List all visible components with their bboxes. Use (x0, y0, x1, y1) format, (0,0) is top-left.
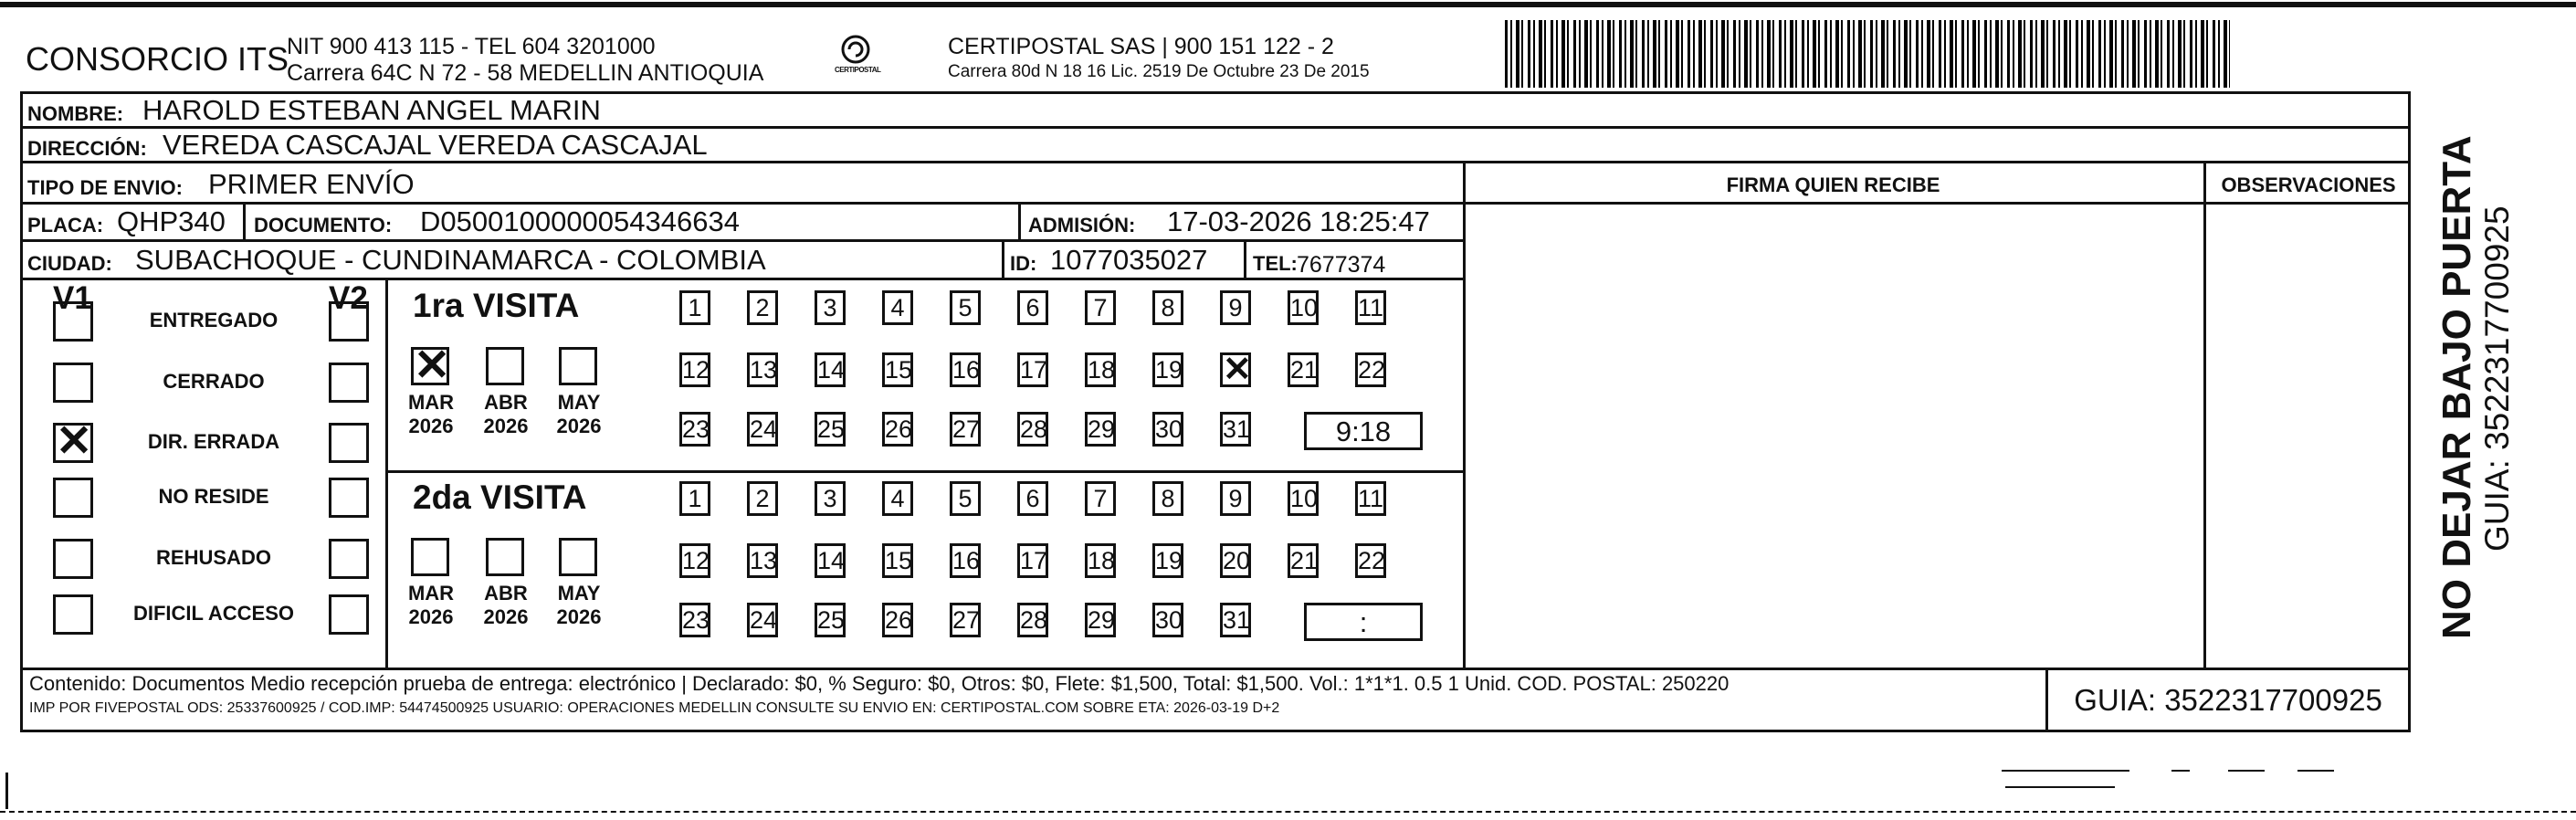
v1-checkbox (53, 594, 93, 635)
day-box: 16 (950, 352, 981, 387)
v2-checkbox (329, 539, 369, 579)
day-box: 14 (815, 543, 846, 578)
barcode (1505, 20, 2230, 88)
day-box: 15 (882, 543, 913, 578)
day-box: 6 (1017, 481, 1048, 516)
year-label: 2026 (556, 415, 602, 437)
visit2-title: 2da VISITA (413, 478, 587, 516)
day-box: 25 (815, 412, 846, 447)
day-box: 28 (1017, 603, 1048, 637)
day-box: 21 (1288, 543, 1319, 578)
day-box: 17 (1017, 543, 1048, 578)
day-box: 2 (747, 290, 778, 325)
ciudad-value: SUBACHOQUE - CUNDINAMARCA - COLOMBIA (135, 244, 766, 276)
day-box: 24 (747, 412, 778, 447)
year-label: 2026 (408, 605, 454, 628)
day-box: 20 (1220, 543, 1251, 578)
day-box: 29 (1085, 412, 1116, 447)
top-rule (0, 2, 2576, 7)
placa-label: PLACA: (27, 214, 104, 237)
day-box: 19 (1152, 352, 1183, 387)
day-box: 5 (950, 481, 981, 516)
license-line: Carrera 80d N 18 16 Lic. 2519 De Octubre 23 De 2015 (948, 62, 1370, 81)
guia-box: GUIA: 3522317700925 (2074, 683, 2382, 717)
admision-label: ADMISIÓN: (1028, 214, 1136, 237)
v1-checkbox (53, 478, 93, 518)
month-label: MAR (407, 582, 455, 604)
day-box: 12 (679, 352, 710, 387)
v2-checkbox (329, 423, 369, 463)
tel-value: 7677374 (1297, 252, 1386, 278)
footer-line (20, 668, 2411, 670)
day-box: 26 (882, 603, 913, 637)
v2-checkbox (329, 363, 369, 403)
observaciones-header: OBSERVACIONES (2221, 173, 2396, 196)
nombre-value: HAROLD ESTEBAN ANGEL MARIN (142, 94, 601, 126)
year-label: 2026 (408, 415, 454, 437)
direccion-value: VEREDA CASCAJAL VEREDA CASCAJAL (163, 129, 708, 161)
company-name: CONSORCIO ITS (26, 40, 289, 78)
v1-checkbox (53, 363, 93, 403)
time-box: 9:18 (1304, 412, 1423, 450)
status-option-label: NO RESIDE (158, 485, 269, 508)
visit-divider (385, 470, 1463, 473)
day-box: 11 (1355, 290, 1386, 325)
contenido-line: Contenido: Documentos Medio recepción prueba de entrega: electrónico | Declarado: $0, % Seguro: $0, Otros: $0, Flete: $1,500, Total: $1,500. Vol.: 1*1*1. 0.5 1 Unid. COD. POSTAL: 250220 (29, 672, 1730, 695)
cell-divider (1018, 202, 1021, 239)
day-box: 19 (1152, 543, 1183, 578)
month-checkbox (486, 347, 524, 385)
day-mark: ✕ (1223, 351, 1252, 389)
day-box: 15 (882, 352, 913, 387)
observaciones-column-left (2203, 161, 2206, 668)
documento-label: DOCUMENTO: (254, 214, 393, 237)
day-box: 1 (679, 290, 710, 325)
nit-line: NIT 900 413 115 - TEL 604 3201000 (287, 34, 656, 59)
direccion-label: DIRECCIÓN: (27, 137, 147, 160)
cut-mark (2005, 786, 2115, 788)
month-checkbox: ✕ (411, 347, 449, 385)
day-box: 17 (1017, 352, 1048, 387)
v1-checkbox (53, 301, 93, 342)
id-value: 1077035027 (1050, 244, 1208, 276)
day-box: 22 (1355, 352, 1386, 387)
day-box: 18 (1085, 352, 1116, 387)
year-label: 2026 (483, 415, 529, 437)
status-option-label: DIR. ERRADA (147, 430, 280, 453)
day-box: 13 (747, 352, 778, 387)
month-label: ABR (484, 391, 528, 414)
day-box: 31 (1220, 412, 1251, 447)
month-checkbox (411, 538, 449, 576)
v1-checkbox (53, 539, 93, 579)
day-box: 30 (1152, 412, 1183, 447)
day-box: 9 (1220, 481, 1251, 516)
month-label: MAR (407, 391, 455, 414)
v1-checkbox: ✕ (53, 423, 93, 463)
day-box: 29 (1085, 603, 1116, 637)
cell-divider (243, 202, 246, 239)
day-box: 8 (1152, 481, 1183, 516)
day-box: 3 (815, 481, 846, 516)
day-box: 12 (679, 543, 710, 578)
month-label: MAY (557, 582, 601, 604)
imp-line: IMP POR FIVEPOSTAL ODS: 25337600925 / COD.IMP: 54474500925 USUARIO: OPERACIONES MEDELLIN CONSULTE SU ENVIO EN: CERTIPOSTAL.COM SOBRE ETA: 2026-03-19 D+2 (29, 700, 1280, 716)
day-box: 8 (1152, 290, 1183, 325)
firma-column-left (1463, 161, 1466, 668)
left-edge-mark (5, 773, 8, 809)
v2-checkbox (329, 301, 369, 342)
day-box: 24 (747, 603, 778, 637)
cell-divider (1244, 239, 1246, 278)
day-box: 7 (1085, 481, 1116, 516)
day-box: 14 (815, 352, 846, 387)
time-box: : (1304, 603, 1423, 641)
v2-checkbox (329, 594, 369, 635)
tipo-envio-label: TIPO DE ENVIO: (27, 176, 183, 199)
day-box-marked (1220, 352, 1251, 387)
certipostal-line: CERTIPOSTAL SAS | 900 151 122 - 2 (948, 34, 1334, 59)
placa-value: QHP340 (117, 205, 226, 237)
v2-checkbox (329, 478, 369, 518)
day-box: 13 (747, 543, 778, 578)
day-box: 28 (1017, 412, 1048, 447)
id-label: ID: (1010, 252, 1037, 275)
month-checkbox (559, 347, 597, 385)
tel-label: TEL: (1253, 252, 1298, 275)
firma-header: FIRMA QUIEN RECIBE (1726, 173, 1940, 196)
row-line (20, 239, 1463, 242)
documento-value: D0500100000054346634 (420, 205, 740, 237)
day-box: 11 (1355, 481, 1386, 516)
status-option-label: CERRADO (163, 370, 265, 393)
row-line (20, 278, 1463, 280)
v2-label: V2 (329, 280, 368, 316)
day-box: 23 (679, 412, 710, 447)
logo-text: CERTIPOSTAL (835, 66, 881, 74)
status-option-label: DIFICIL ACCESO (132, 602, 294, 625)
cut-line (0, 811, 2576, 813)
day-box: 18 (1085, 543, 1116, 578)
status-option-label: ENTREGADO (149, 309, 279, 331)
month-label: MAY (557, 391, 601, 414)
day-box: 25 (815, 603, 846, 637)
day-box: 4 (882, 481, 913, 516)
day-box: 3 (815, 290, 846, 325)
cut-mark (2171, 770, 2190, 772)
day-box: 23 (679, 603, 710, 637)
cell-divider (1002, 239, 1004, 278)
ciudad-label: CIUDAD: (27, 252, 112, 275)
day-box: 6 (1017, 290, 1048, 325)
v1-label: V1 (53, 280, 92, 316)
day-box: 4 (882, 290, 913, 325)
day-box: 27 (950, 603, 981, 637)
cut-mark (2002, 770, 2129, 772)
address-line: Carrera 64C N 72 - 58 MEDELLIN ANTIOQUIA (287, 60, 764, 86)
day-box: 27 (950, 412, 981, 447)
day-box: 16 (950, 543, 981, 578)
day-box: 21 (1288, 352, 1319, 387)
day-box: 10 (1288, 481, 1319, 516)
side-guia: GUIA: 3522317700925 (2478, 205, 2516, 552)
visit1-title: 1ra VISITA (413, 287, 580, 324)
month-checkbox (559, 538, 597, 576)
no-dejar-bajo-puerta: NO DEJAR BAJO PUERTA (2434, 135, 2479, 639)
day-box: 7 (1085, 290, 1116, 325)
row-line (20, 202, 2411, 205)
day-box: 31 (1220, 603, 1251, 637)
day-box: 1 (679, 481, 710, 516)
year-label: 2026 (556, 605, 602, 628)
cut-mark (2228, 770, 2265, 772)
cut-mark (2297, 770, 2334, 772)
day-box: 2 (747, 481, 778, 516)
month-checkbox (486, 538, 524, 576)
day-box: 10 (1288, 290, 1319, 325)
day-box: 22 (1355, 543, 1386, 578)
nombre-label: NOMBRE: (27, 102, 124, 125)
month-label: ABR (484, 582, 528, 604)
admision-value: 17-03-2026 18:25:47 (1167, 205, 1430, 237)
year-label: 2026 (483, 605, 529, 628)
certipostal-logo (833, 33, 881, 82)
day-box: 26 (882, 412, 913, 447)
day-box: 5 (950, 290, 981, 325)
day-box: 9 (1220, 290, 1251, 325)
day-box: 30 (1152, 603, 1183, 637)
tipo-envio-value: PRIMER ENVÍO (208, 168, 415, 200)
status-option-label: REHUSADO (156, 546, 271, 569)
